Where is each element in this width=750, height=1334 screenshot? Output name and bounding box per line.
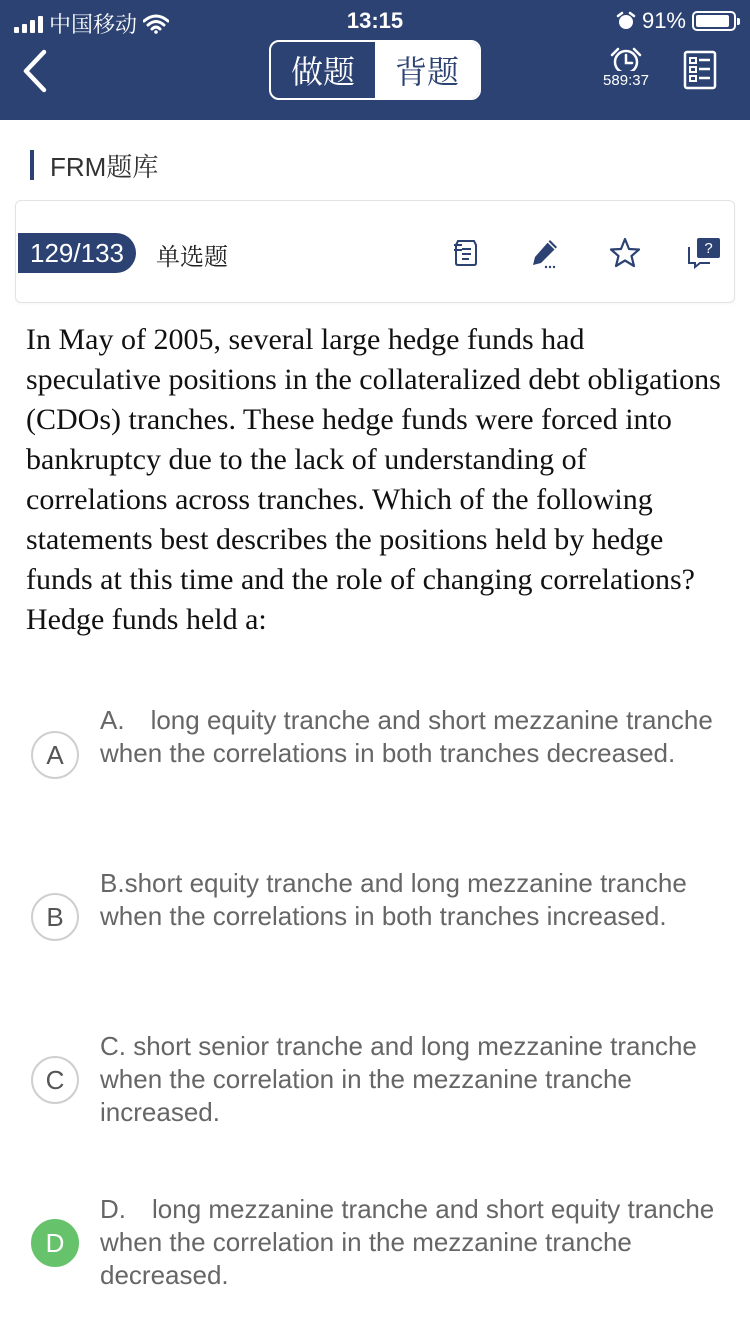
option-c-text: C. short senior tranche and long mezzanine tranche when the correlation in the mezzanine tranche increased.	[100, 1031, 697, 1127]
exam-timer[interactable]	[592, 44, 660, 94]
timer-value: 589:37	[603, 72, 649, 89]
option-d-text: D. long mezzanine tranche and short equity tranche when the correlation in the mezzanine tranche decreased.	[100, 1194, 715, 1290]
svg-text:?: ?	[704, 240, 713, 257]
battery-icon	[692, 11, 736, 31]
question-info-card	[15, 200, 735, 303]
option-a-text: A. long equity tranche and short mezzanine tranche when the correlations in both tranches decreased.	[100, 705, 713, 768]
chevron-left-icon[interactable]	[16, 48, 56, 94]
option-d[interactable]	[0, 1193, 750, 1293]
star-icon[interactable]	[607, 235, 643, 271]
question-text: In May of 2005, several large hedge funds had speculative positions in the collateralized debt obligations (CDOs) tranches. These hedge funds were forced into bankruptcy due to the lack of understanding of correlations across tranches. Which of the following statements best describes the positions held by hedge funds at this time and the role of changing correlations? Hedge funds held a:	[26, 323, 721, 636]
option-b-text: B.short equity tranche and long mezzanine tranche when the correlations in both tranches increased.	[100, 868, 687, 931]
option-a[interactable]	[0, 704, 750, 804]
option-b-marker[interactable]: B	[31, 893, 79, 941]
clock: 13:15	[346, 8, 404, 33]
question-type: 单选题	[156, 244, 228, 271]
option-a-marker[interactable]: A	[31, 731, 79, 779]
section-accent-bar	[30, 150, 34, 180]
answer-sheet-icon[interactable]	[683, 50, 717, 90]
option-c-marker[interactable]: C	[31, 1056, 79, 1104]
tab-memorize[interactable]: 背题	[375, 42, 479, 98]
notes-icon[interactable]	[448, 235, 484, 271]
battery-percent: 91%	[641, 8, 686, 33]
edit-icon[interactable]	[528, 235, 564, 271]
mode-switch	[269, 40, 481, 100]
alarm-icon	[616, 11, 636, 31]
section-header	[30, 148, 158, 182]
tab-practice[interactable]: 做题	[290, 54, 355, 90]
option-c[interactable]	[0, 1030, 750, 1130]
question-number: 129/133	[18, 233, 136, 273]
status-right	[616, 8, 736, 34]
option-b[interactable]	[0, 867, 750, 967]
status-bar	[0, 0, 750, 40]
carrier-name: 中国移动	[49, 12, 138, 37]
question-feedback-icon[interactable]	[686, 235, 722, 271]
option-d-marker[interactable]: D	[31, 1219, 79, 1267]
top-bar	[0, 0, 750, 120]
section-title: FRM题库	[50, 151, 159, 182]
